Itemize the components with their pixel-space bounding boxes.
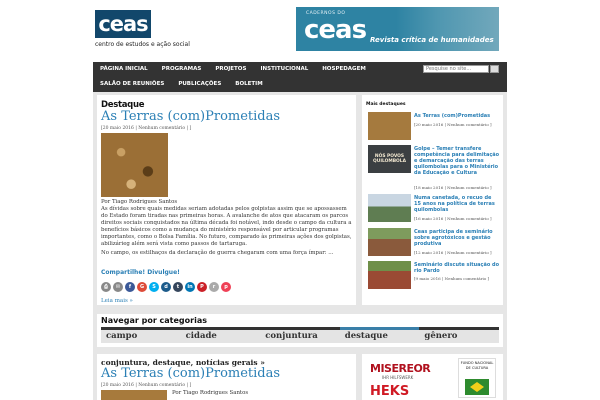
digg-icon[interactable]: d [161,282,171,292]
facebook-icon[interactable]: f [125,282,135,292]
category-tab-genero[interactable]: gênero [424,331,458,341]
sidebar-item-title[interactable]: Ceas participa de seminário sobre agrotóxicos e gestão produtiva [414,229,493,247]
banner-tagline: Revista crítica de humanidades [370,36,494,44]
sidebar-heading: Mais destaques [366,102,406,107]
linkedin-icon[interactable]: in [185,282,195,292]
sidebar-item-meta: [20 maio 2016 | Nenhum comentário ] [414,122,492,127]
post-categories-link[interactable]: conjuntura, destaque, notícias gerais » [101,358,265,367]
ceas-logo[interactable] [95,10,190,54]
post-list-panel [97,354,356,400]
nav-item-projetos[interactable]: PROJETOS [215,66,247,72]
main-nav [93,62,507,92]
sidebar-item[interactable] [368,194,500,224]
sidebar-item-title[interactable]: As Terras (com)Prometidas [414,113,491,119]
sidebar-item-title[interactable]: Seminário discute situação do rio Pardo [414,262,500,274]
sidebar-thumb [368,145,411,173]
share-label: Compartilhe! Divulgue! [101,269,180,276]
category-tab-conjuntura[interactable]: conjuntura [265,331,318,341]
nav-item-institucional[interactable]: INSTITUCIONAL [260,66,309,72]
content-area [93,92,507,400]
read-more-link[interactable]: Leia mais » [101,298,133,304]
mais-destaques-panel [362,95,503,305]
post-thumbnail[interactable] [101,133,168,197]
banner-small-text: CADERNOS DO [306,11,346,16]
post-excerpt-2: No campo, os estilhaços da declaração de guerra chegaram com uma força ímpar: ... [101,250,334,256]
cadernos-banner[interactable] [296,7,499,51]
sidebar-thumb [368,261,411,289]
post-title-link[interactable]: As Terras (com)Prometidas [101,109,281,124]
tumblr-icon[interactable]: t [173,282,183,292]
logo-subtitle: centro de estudos e ação social [95,41,190,48]
fundo-cultura-text: FUNDO NACIONAL DE CULTURA [460,361,494,370]
sidebar-thumb [368,112,411,140]
post-meta: [20 maio 2016 | Nenhum comentário | ] [101,383,192,388]
banner-title: ceas [304,15,367,45]
post-title-link[interactable]: As Terras (com)Prometidas [101,366,281,381]
misereor-logo[interactable]: MISEREOR [370,362,431,375]
sidebar-item-meta: [16 maio 2016 | Nenhum comentário ] [414,216,492,221]
email-icon[interactable]: ✉ [113,282,123,292]
reddit-icon[interactable]: r [209,282,219,292]
sidebar-thumb [368,228,411,256]
category-tab-destaque[interactable]: destaque [344,331,388,341]
misereor-subtitle: IHR HILFSWERK [382,375,414,380]
banner-photo [396,7,499,51]
categories-heading: Navegar por categorias [101,316,208,325]
search-input[interactable]: Pesquise no site... [423,65,489,73]
sidebar-item[interactable] [368,145,500,189]
nav-item-publicacoes[interactable]: PUBLICAÇÕES [178,81,222,87]
sidebar-item-title[interactable]: Golpe – Temer transfere competência para delimitação e demarcação das terras quilombolas para o Ministério da Educação e Cultura [414,146,500,176]
pinterest-icon[interactable]: P [197,282,207,292]
category-tab-cidade[interactable]: cidade [185,331,217,341]
social-share-bar [101,282,231,292]
sidebar-item[interactable] [368,112,500,142]
sidebar-thumb-caption: NÓS POVOS QUILOMBOLA [373,154,406,164]
brazil-flag-icon [465,379,489,395]
nav-row-1 [93,62,373,77]
sponsors-panel [362,354,503,400]
nav-item-salao[interactable]: SALÃO DE REUNIÕES [100,81,165,87]
post-author: Por Tiago Rodrigues Santos [101,199,178,205]
nav-item-hospedagem[interactable]: HOSPEDAGEM [322,66,366,72]
sidebar-item[interactable] [368,261,500,291]
nav-item-boletim[interactable]: BOLETIM [235,81,263,87]
sidebar-item-meta: [18 maio 2016 | Nenhum comentário ] [414,185,492,190]
google-plus-icon[interactable]: G [137,282,147,292]
post-author: Por Tiago Rodrigues Santos [172,390,249,396]
category-tab-campo[interactable]: campo [106,331,138,341]
logo-mark: ceas [95,10,151,38]
sidebar-item-title[interactable]: Numa canetada, o recuo de 15 anos na política de terras quilombolas [414,195,495,213]
category-tabs [101,330,499,343]
sidebar-item[interactable] [368,228,500,258]
heks-logo[interactable]: HEKS [370,384,410,399]
sidebar-item-meta: [12 maio 2016 | Nenhum comentário ] [414,250,492,255]
fundo-cultura-logo[interactable] [458,358,496,398]
nav-row-2 [93,77,270,92]
sidebar-item-meta: [9 maio 2016 | Nenhum comentário ] [414,276,490,281]
post-thumbnail[interactable] [101,390,167,400]
section-title-destaque: Destaque [101,100,145,110]
sidebar-thumb [368,194,411,222]
nav-item-home[interactable]: PÁGINA INICIAL [100,66,148,72]
post-excerpt: As dívidas sobre quais medidas seriam adotadas pelos golpistas assim que se apossassem do Estado foram tiradas nas primeiras horas. A avalanche de atos que atacaram os parcos direitos sociais conquistados na última década foi notável, indo desde o campo da cultura a benefícios básicos como a mudança do ministério responsável por articular programas importantes, como o Bolsa Família. No futuro, comparado às primeiras ações dos golpistas, abilizárieg além será vista como passos de tartaruga. [101,206,352,247]
categories-panel [97,314,503,347]
skype-icon[interactable]: S [149,282,159,292]
destaque-panel [97,95,356,305]
search-button[interactable] [490,65,499,73]
print-icon[interactable]: ⎙ [101,282,111,292]
pocket-icon[interactable]: p [221,282,231,292]
nav-item-programas[interactable]: PROGRAMAS [161,66,202,72]
post-meta: [20 maio 2016 | Nenhum comentário | ] [101,126,192,131]
